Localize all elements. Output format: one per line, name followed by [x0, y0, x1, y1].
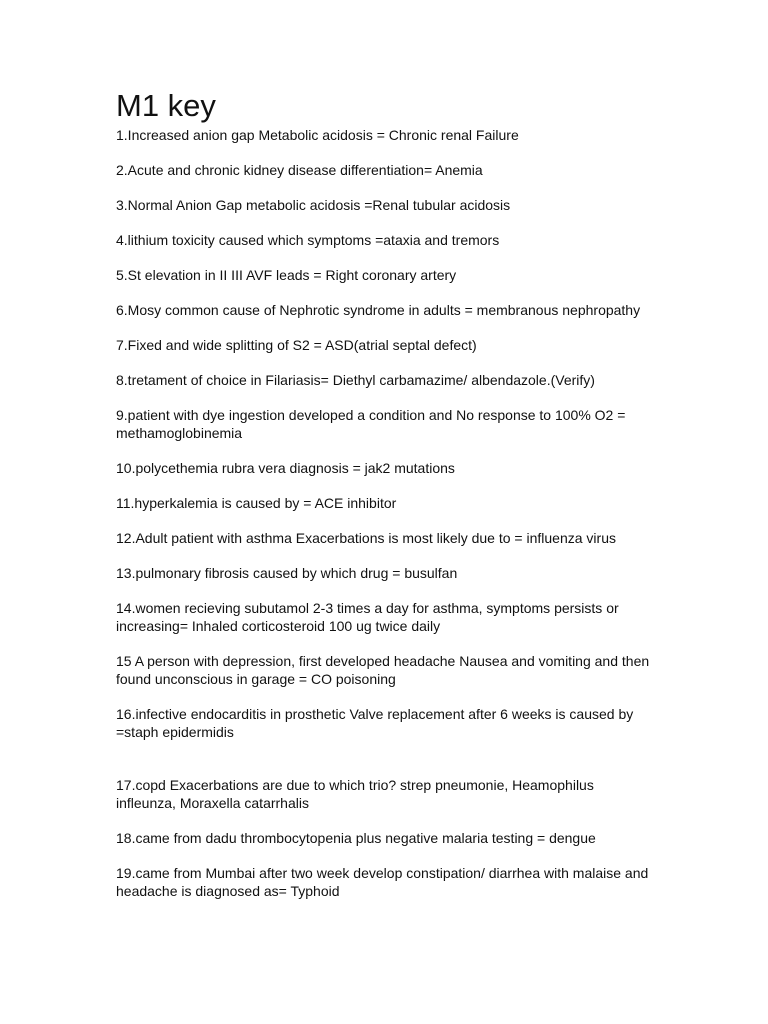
document-content [116, 88, 656, 917]
answer-item-13: 13.pulmonary fibrosis caused by which drug = busulfan [116, 565, 458, 581]
answer-item-9: 9.patient with dye ingestion developed a condition and No response to 100% O2 = methamoglobinemia [116, 407, 626, 441]
answer-item-14: 14.women recieving subutamol 2-3 times a day for asthma, symptoms persists or increasing= Inhaled corticosteroid 100 ug twice daily [116, 600, 619, 634]
answer-item-12: 12.Adult patient with asthma Exacerbations is most likely due to = influenza virus [116, 530, 616, 546]
answer-item-17: 17.copd Exacerbations are due to which trio? strep pneumonie, Heamophilus infleunza, Moraxella catarrhalis [116, 777, 594, 811]
answer-item-15: 15 A person with depression, first developed headache Nausea and vomiting and then found unconscious in garage = CO poisoning [116, 653, 650, 687]
answer-item-19: 19.came from Mumbai after two week develop constipation/ diarrhea with malaise and headache is diagnosed as= Typhoid [116, 865, 649, 899]
answer-item-4: 4.lithium toxicity caused which symptoms =ataxia and tremors [116, 232, 500, 248]
answer-item-6: 6.Mosy common cause of Nephrotic syndrome in adults = membranous nephropathy [116, 302, 641, 318]
answer-item-5: 5.St elevation in II III AVF leads = Right coronary artery [116, 267, 457, 283]
answer-item-16: 16.infective endocarditis in prosthetic Valve replacement after 6 weeks is caused by =staph epidermidis [116, 706, 634, 740]
page-title: M1 key [116, 88, 216, 123]
answer-item-2: 2.Acute and chronic kidney disease differentiation= Anemia [116, 162, 483, 178]
answer-item-18: 18.came from dadu thrombocytopenia plus negative malaria testing = dengue [116, 830, 596, 846]
answer-item-7: 7.Fixed and wide splitting of S2 = ASD(atrial septal defect) [116, 337, 477, 353]
answer-item-1: 1.Increased anion gap Metabolic acidosis = Chronic renal Failure [116, 127, 519, 143]
answer-item-10: 10.polycethemia rubra vera diagnosis = jak2 mutations [116, 460, 455, 476]
answer-item-11: 11.hyperkalemia is caused by = ACE inhibitor [116, 495, 397, 511]
answer-item-3: 3.Normal Anion Gap metabolic acidosis =Renal tubular acidosis [116, 197, 511, 213]
answer-list [116, 126, 656, 900]
answer-item-8: 8.tretament of choice in Filariasis= Diethyl carbamazime/ albendazole.(Verify) [116, 372, 595, 388]
